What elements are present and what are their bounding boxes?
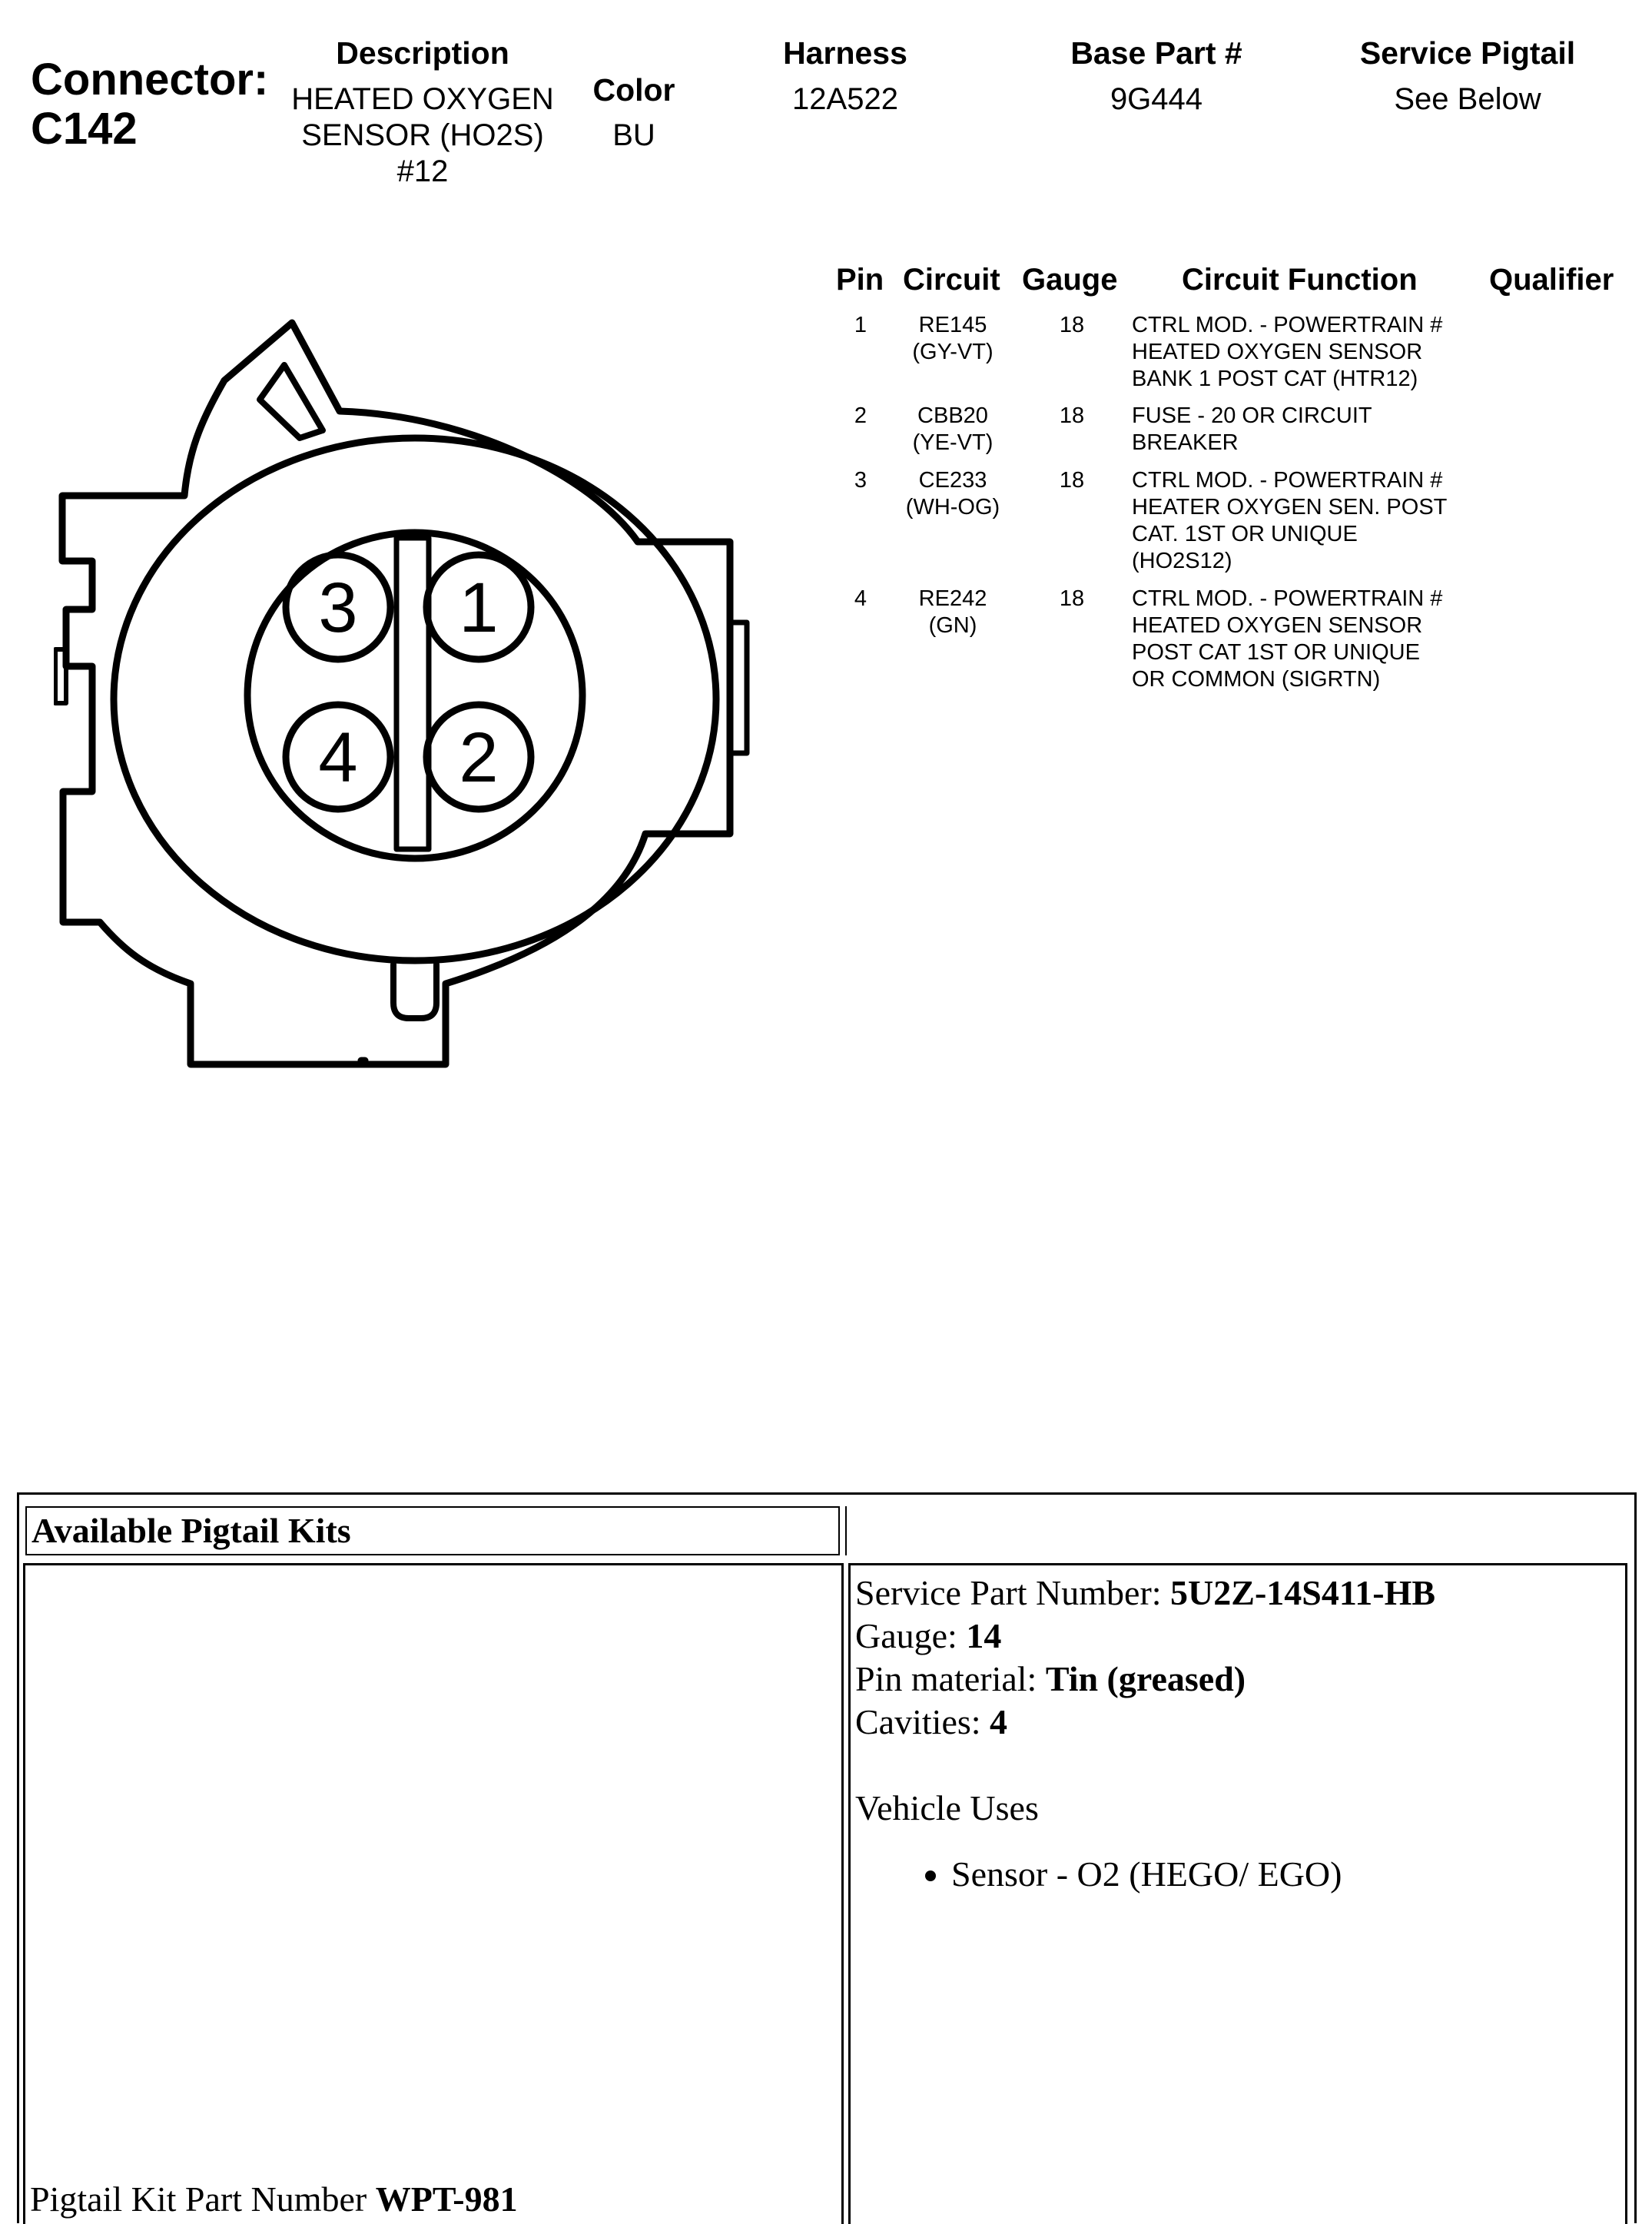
service-part-label: Service Part Number: bbox=[855, 1573, 1171, 1612]
connector-title bbox=[31, 55, 268, 154]
circuit-color: (GY-VT) bbox=[912, 340, 994, 364]
pin-number: 3 bbox=[854, 468, 867, 493]
function-line: BANK 1 POST CAT (HTR12) bbox=[1132, 367, 1418, 391]
description-line: HEATED OXYGEN bbox=[291, 82, 554, 116]
pigtail-title-spacer bbox=[845, 1506, 1626, 1555]
vehicle-use-item: • Sensor - O2 (HEGO/ EGO) bbox=[951, 1853, 1435, 1896]
pin-material-line bbox=[855, 1658, 1435, 1701]
description-line: #12 bbox=[396, 154, 449, 188]
function-line: HEATED OXYGEN SENSOR bbox=[1132, 340, 1423, 364]
function-line: (HO2S12) bbox=[1132, 549, 1232, 573]
base-part-value: 9G444 bbox=[1110, 82, 1203, 116]
service-part-line bbox=[855, 1572, 1435, 1615]
pin-2-label: 2 bbox=[459, 719, 499, 797]
pigtail-image-cell bbox=[23, 1563, 844, 2224]
description-header: Description bbox=[336, 35, 509, 71]
pin-3-label: 3 bbox=[318, 569, 358, 647]
pigtail-title-cell bbox=[25, 1506, 840, 1555]
vehicle-uses-heading: Vehicle Uses bbox=[855, 1788, 1039, 1827]
connector-inner-ring bbox=[114, 438, 716, 961]
circuit-cell bbox=[895, 467, 1010, 521]
color-header: Color bbox=[592, 72, 675, 108]
gauge-cell: 18 bbox=[1059, 403, 1085, 428]
base-part-header: Base Part # bbox=[1070, 35, 1242, 71]
circuit-cell bbox=[895, 312, 1010, 366]
color-value: BU bbox=[612, 118, 655, 152]
circuit-cell bbox=[895, 586, 1010, 639]
function-line: FUSE - 20 OR CIRCUIT bbox=[1132, 403, 1372, 428]
connector-label: Connector: bbox=[31, 55, 269, 105]
function-line: CTRL MOD. - POWERTRAIN # bbox=[1132, 313, 1443, 337]
pin-material-label: Pin material: bbox=[855, 1659, 1046, 1698]
col-header-circuit: Circuit bbox=[903, 263, 1000, 297]
circuit-id: CE233 bbox=[918, 468, 987, 493]
gauge-cell: 18 bbox=[1059, 313, 1085, 337]
connector-top-latch bbox=[260, 365, 323, 438]
kit-part-number: WPT-981 bbox=[375, 2179, 518, 2219]
circuit-id: RE145 bbox=[918, 313, 987, 337]
pin-4-label: 4 bbox=[318, 719, 358, 797]
vehicle-uses-list bbox=[855, 1853, 1435, 1896]
cavities-line bbox=[855, 1701, 1435, 1744]
circuit-color: (GN) bbox=[928, 613, 977, 638]
col-header-circuit-function: Circuit Function bbox=[1182, 263, 1418, 297]
pigtail-details bbox=[855, 1572, 1435, 1896]
cavities-label: Cavities: bbox=[855, 1702, 990, 1741]
cavities-value: 4 bbox=[990, 1702, 1008, 1741]
pin-number: 1 bbox=[854, 313, 867, 337]
pigtail-title: Available Pigtail Kits bbox=[32, 1511, 351, 1550]
circuit-color: (YE-VT) bbox=[912, 430, 994, 455]
pin-number: 4 bbox=[854, 586, 867, 611]
function-line: HEATER OXYGEN SEN. POST bbox=[1132, 495, 1448, 519]
gauge-cell: 18 bbox=[1059, 468, 1085, 493]
description-value bbox=[269, 81, 576, 190]
pin-divider bbox=[396, 538, 429, 849]
connector-bottom-key bbox=[393, 964, 436, 1018]
pin-number: 2 bbox=[854, 403, 867, 428]
connector-left-tab bbox=[55, 649, 66, 703]
service-part-number: 5U2Z-14S411-HB bbox=[1170, 1573, 1436, 1612]
harness-header: Harness bbox=[783, 35, 907, 71]
pigtail-details-cell bbox=[848, 1563, 1627, 2224]
pin-material-value: Tin (greased) bbox=[1045, 1659, 1246, 1698]
circuit-color: (WH-OG) bbox=[905, 495, 1000, 519]
function-cell bbox=[1132, 467, 1501, 575]
circuit-cell bbox=[895, 403, 1010, 456]
function-line: POST CAT 1ST OR UNIQUE bbox=[1132, 640, 1420, 665]
connector-right-tab bbox=[730, 622, 747, 753]
circuit-id: RE242 bbox=[918, 586, 987, 611]
kit-part-label: Pigtail Kit Part Number bbox=[30, 2179, 376, 2219]
function-cell bbox=[1132, 403, 1501, 456]
description-line: SENSOR (HO2S) bbox=[301, 118, 544, 152]
gauge-value: 14 bbox=[966, 1616, 1002, 1655]
pin-cavity-area bbox=[247, 533, 582, 858]
function-line: CTRL MOD. - POWERTRAIN # bbox=[1132, 586, 1443, 611]
gauge-label: Gauge: bbox=[855, 1616, 967, 1655]
function-line: OR COMMON (SIGRTN) bbox=[1132, 667, 1381, 692]
service-pigtail-value: See Below bbox=[1394, 82, 1541, 116]
kit-part-line bbox=[30, 2178, 518, 2221]
col-header-pin: Pin bbox=[836, 263, 884, 297]
function-line: BREAKER bbox=[1132, 430, 1239, 455]
circuit-id: CBB20 bbox=[917, 403, 988, 428]
gauge-cell: 18 bbox=[1059, 586, 1085, 611]
function-line: HEATED OXYGEN SENSOR bbox=[1132, 613, 1423, 638]
connector-id: C142 bbox=[31, 104, 138, 154]
col-header-qualifier: Qualifier bbox=[1489, 263, 1614, 297]
harness-value: 12A522 bbox=[792, 82, 898, 116]
function-cell bbox=[1132, 586, 1501, 693]
service-pigtail-header: Service Pigtail bbox=[1359, 35, 1576, 71]
function-line: CAT. 1ST OR UNIQUE bbox=[1132, 522, 1358, 546]
function-cell bbox=[1132, 312, 1501, 393]
col-header-gauge: Gauge bbox=[1022, 263, 1118, 297]
pin-1-label: 1 bbox=[459, 569, 499, 647]
connector-face-diagram bbox=[54, 307, 776, 1091]
function-line: CTRL MOD. - POWERTRAIN # bbox=[1132, 468, 1443, 493]
gauge-line bbox=[855, 1615, 1435, 1658]
